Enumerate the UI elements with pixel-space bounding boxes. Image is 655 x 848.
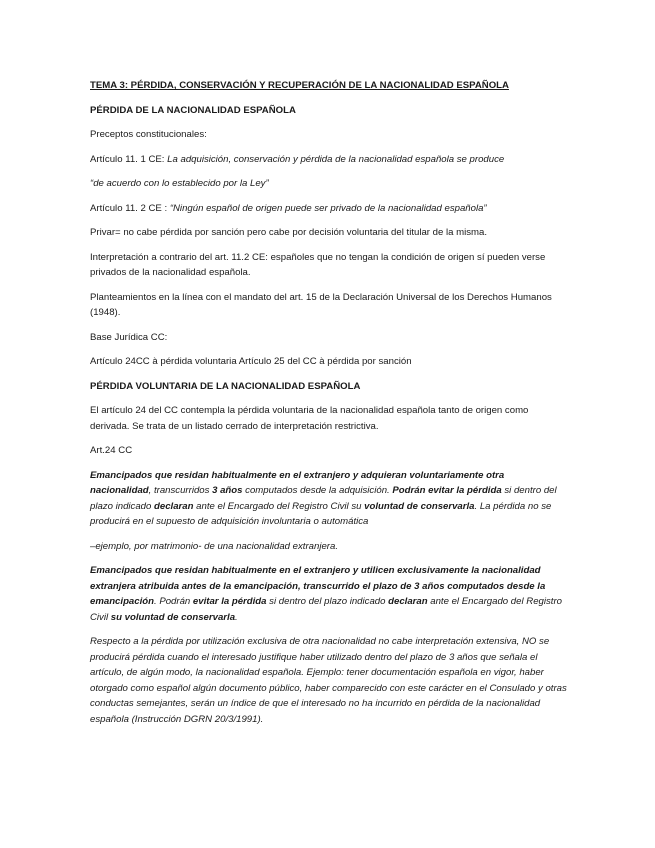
art11-1-paragraph — [90, 152, 568, 168]
art11-1-text: La adquisición, conservación y pérdida de la nacionalidad española se produce — [167, 153, 505, 165]
para1-b: , transcurridos — [148, 485, 213, 496]
page-title: TEMA 3: PÉRDIDA, CONSERVACIÓN Y RECUPERACIÓN DE LA NACIONALIDAD ESPAÑOLA — [90, 80, 509, 91]
para2-bold-e: declaran — [388, 596, 428, 607]
articulos-paragraph: Artículo 24CC à pérdida voluntaria Artículo 25 del CC à pérdida por sanción — [90, 356, 412, 367]
ejemplo-paragraph: –ejemplo, por matrimonio- de una nacionalidad extranjera. — [90, 540, 338, 552]
para2-bold-a: Emancipados que residan habitualmente en el extranjero y utilicen exclusivamente la nacionalidad extranjera atribuida antes de la emancipación, transcurrido el plazo de 3 años computados desde la emancipación — [90, 565, 546, 607]
art24-para2 — [90, 563, 568, 625]
para1-bold-a: Emancipados que residan habitualmente en el extranjero y adquieran voluntariamente otra nacionalidad — [90, 469, 505, 496]
art11-1-label: Artículo 11. 1 CE: — [90, 153, 168, 165]
para1-f: si dentro del plazo indicado — [90, 485, 557, 512]
para2-bold-c: evitar la pérdida — [192, 596, 267, 607]
para2-h: . — [235, 611, 238, 623]
section-heading-perdida-voluntaria: PÉRDIDA VOLUNTARIA DE LA NACIONALIDAD ESPAÑOLA — [90, 380, 361, 392]
art24-intro-paragraph: El artículo 24 del CC contempla la pérdida voluntaria de la nacionalidad española tanto de origen como derivada. Se trata de un listado cerrado de interpretación restrictiva. — [90, 405, 529, 432]
art24-para1 — [90, 468, 568, 530]
section-heading-perdida: PÉRDIDA DE LA NACIONALIDAD ESPAÑOLA — [90, 104, 296, 116]
para2-bold-g: su voluntad de conservarla — [110, 611, 236, 623]
para2-d: si dentro del plazo indicado — [266, 596, 389, 607]
para1-bold-c: 3 años — [212, 485, 243, 496]
para1-bold-e: Podrán evitar la pérdida — [392, 485, 502, 496]
para1-h: ante el Encargado del Registro Civil su — [193, 500, 365, 512]
art11-1-text-cont: “de acuerdo con lo establecido por la Ley” — [90, 178, 269, 189]
planteamientos-paragraph: Planteamientos en la línea con el mandato del art. 15 de la Declaración Universal de los Derechos Humanos (1948). — [90, 291, 552, 318]
art11-2-label: Artículo 11. 2 CE : — [90, 202, 170, 214]
art11-2-paragraph — [90, 201, 568, 217]
para1-bold-g: declaran — [154, 500, 194, 512]
para1-d: computados desde la adquisición. — [242, 485, 393, 496]
respecto-paragraph: Respecto a la pérdida por utilización exclusiva de otra nacionalidad no cabe interpretación extensiva, NO se producirá pérdida cuando el interesado justifique haber utilizado dentro del plazo de 3 años que señala el artículo, de algún modo, la nacionalidad española. Ejemplo: tener documentación española en vigor, haber otorgado como español algún documento público, haber comparecido con este carácter en el Consulado y otras conductas semejantes, serán un índice de que el interesado no ha incurrido en pérdida de la nacionalidad española (Instrucción DGRN 20/3/1991). — [90, 636, 567, 725]
art11-2-text: “Ningún español de origen puede ser privado de la nacionalidad española” — [169, 202, 487, 214]
para1-j: . La pérdida no se producirá en el supuesto de adquisición involuntaria o automática — [90, 500, 552, 527]
base-juridica-label: Base Jurídica CC: — [90, 331, 168, 343]
para2-b: . Podrán — [153, 596, 193, 607]
document-page — [90, 78, 568, 736]
privar-paragraph: Privar= no cabe pérdida por sanción pero cabe por decisión voluntaria del titular de la misma. — [90, 227, 488, 238]
para1-bold-i: voluntad de conservarla — [364, 500, 475, 512]
preceptos-label: Preceptos constitucionales: — [90, 129, 207, 140]
para2-f: ante el Encargado del Registro Civil — [90, 596, 562, 623]
art24-label: Art.24 CC — [90, 445, 133, 456]
interpretacion-paragraph: Interpretación a contrario del art. 11.2 CE: españoles que no tengan la condición de origen sí pueden verse privados de la nacionalidad española. — [90, 251, 546, 278]
